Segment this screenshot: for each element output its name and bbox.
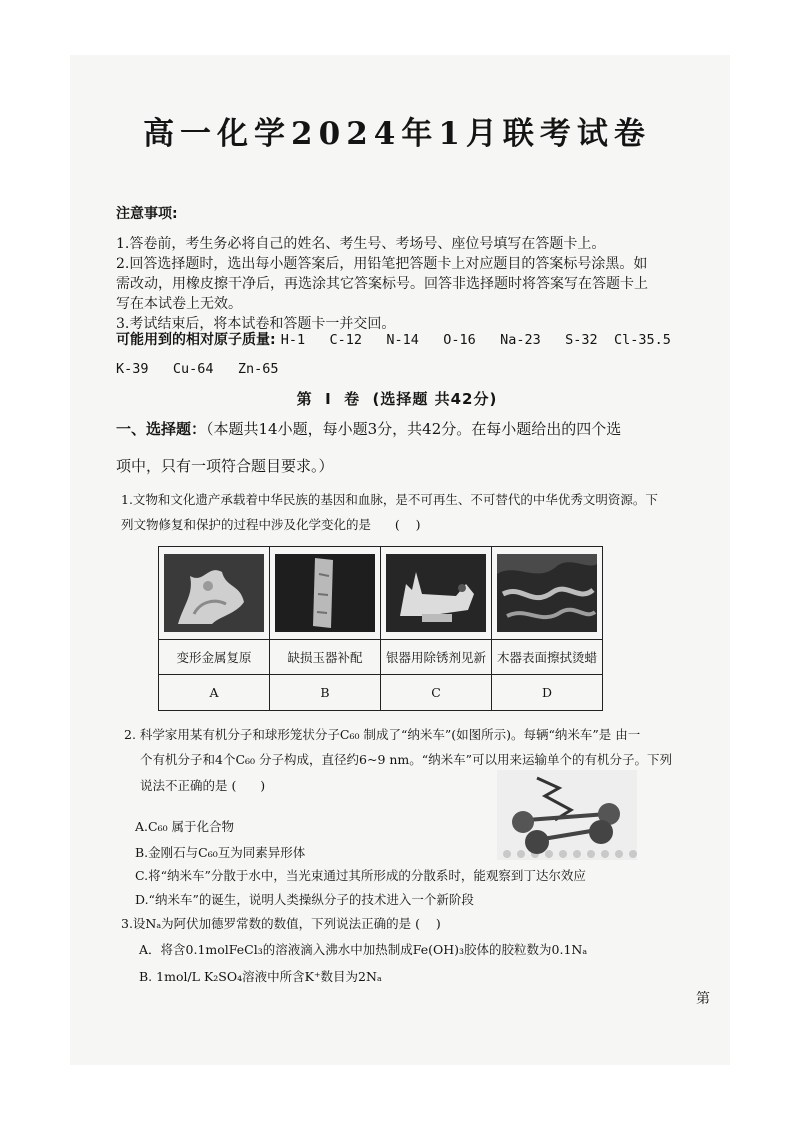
option-label-cell: 木器表面擦拭烫蜡	[492, 640, 603, 675]
option-label-cell: 变形金属复原	[159, 640, 270, 675]
option-letter-cell: B	[270, 675, 381, 711]
page-number-mark: 第	[696, 991, 710, 1007]
relic-image-cell	[492, 547, 603, 640]
exam-title: 高一化学2024年1月联考试卷	[143, 116, 651, 152]
wooden-artifact-image	[497, 554, 597, 632]
deformed-metal-artifact-image	[164, 554, 264, 632]
atomic-mass-values-2: K-39 Cu-64 Zn-65	[116, 361, 279, 377]
part-one-lead: 一、选择题：	[116, 420, 207, 438]
atomic-mass-label: 可能用到的相对原子质量:	[116, 332, 276, 348]
notice-line-5: 3.考试结束后，将本试卷和答题卡一并交回。	[116, 316, 396, 332]
q3-option-b: B. 1mol/L K₂SO₄溶液中所含K⁺数目为2Nₐ	[139, 969, 382, 984]
q2-stem-line-3: 说法不正确的是 ( )	[140, 778, 266, 793]
atomic-mass-values: H-1 C-12 N-14 O-16 Na-23 S-32 Cl-35.5	[280, 332, 671, 348]
silver-artifact-image	[386, 554, 486, 632]
q1-relic-table	[158, 546, 603, 711]
notice-line-1: 1.答卷前，考生务必将自己的姓名、考生号、考场号、座位号填写在答题卡上。	[116, 236, 606, 252]
q3-option-a: A．将含0.1molFeCl₃的溶液滴入沸水中加热制成Fe(OH)₃胶体的胶粒数为0.1Nₐ	[139, 942, 588, 957]
relic-image-cell	[381, 547, 492, 640]
part-one-desc: （本题共14小题，每小题3分，共42分。在每小题给出的四个选	[206, 420, 622, 438]
option-letter-cell: C	[381, 675, 492, 711]
q3-stem: 3.设Nₐ为阿伏加德罗常数的数值，下列说法正确的是 ( )	[121, 916, 441, 931]
notice-heading: 注意事项:	[116, 206, 178, 222]
option-letter-cell: A	[159, 675, 270, 711]
jade-artifact-image	[275, 554, 375, 632]
q1-stem-line-2: 列文物修复和保护的过程中涉及化学变化的是 ( )	[121, 517, 421, 532]
q2-stem-line-1: 2. 科学家用某有机分子和球形笼状分子C₆₀ 制成了“纳米车”(如图所示)。每辆“纳米车”是 由一	[124, 727, 641, 742]
section-title: 第 Ⅰ 卷 (选择题 共42分)	[296, 390, 498, 408]
q2-option-a: A.C₆₀ 属于化合物	[135, 819, 235, 834]
nanocar-image	[497, 770, 637, 860]
notice-line-2: 2.回答选择题时，选出每小题答案后，用铅笔把答题卡上对应题目的答案标号涂黑。如	[116, 256, 648, 272]
q2-option-c: C.将“纳米车”分散于水中，当光束通过其所形成的分散系时，能观察到丁达尔效应	[135, 868, 586, 883]
q2-option-d: D.“纳米车”的诞生，说明人类操纵分子的技术进入一个新阶段	[135, 892, 474, 907]
part-one-desc-2: 项中，只有一项符合题目要求。）	[116, 457, 334, 475]
relic-image-cell	[270, 547, 381, 640]
atomic-mass-row	[116, 329, 671, 349]
q2-stem-line-2: 个有机分子和4个C₆₀ 分子构成，直径约6~9 nm。“纳米车”可以用来运输单个的有机分子。下列	[140, 752, 673, 767]
option-label-cell: 银器用除锈剂见新	[381, 640, 492, 675]
q2-option-b: B.金刚石与C₆₀互为同素异形体	[135, 845, 306, 860]
option-letter-cell: D	[492, 675, 603, 711]
relic-image-cell	[159, 547, 270, 640]
part-one-intro	[116, 418, 621, 439]
notice-line-3: 需改动，用橡皮擦干净后，再选涂其它答案标号。回答非选择题时将答案写在答题卡上	[116, 276, 648, 292]
notice-line-4: 写在本试卷上无效。	[116, 296, 242, 312]
option-label-cell: 缺损玉器补配	[270, 640, 381, 675]
q1-stem-line-1: 1.文物和文化遗产承载着中华民族的基因和血脉，是不可再生、不可替代的中华优秀文明资源。下	[121, 492, 658, 507]
